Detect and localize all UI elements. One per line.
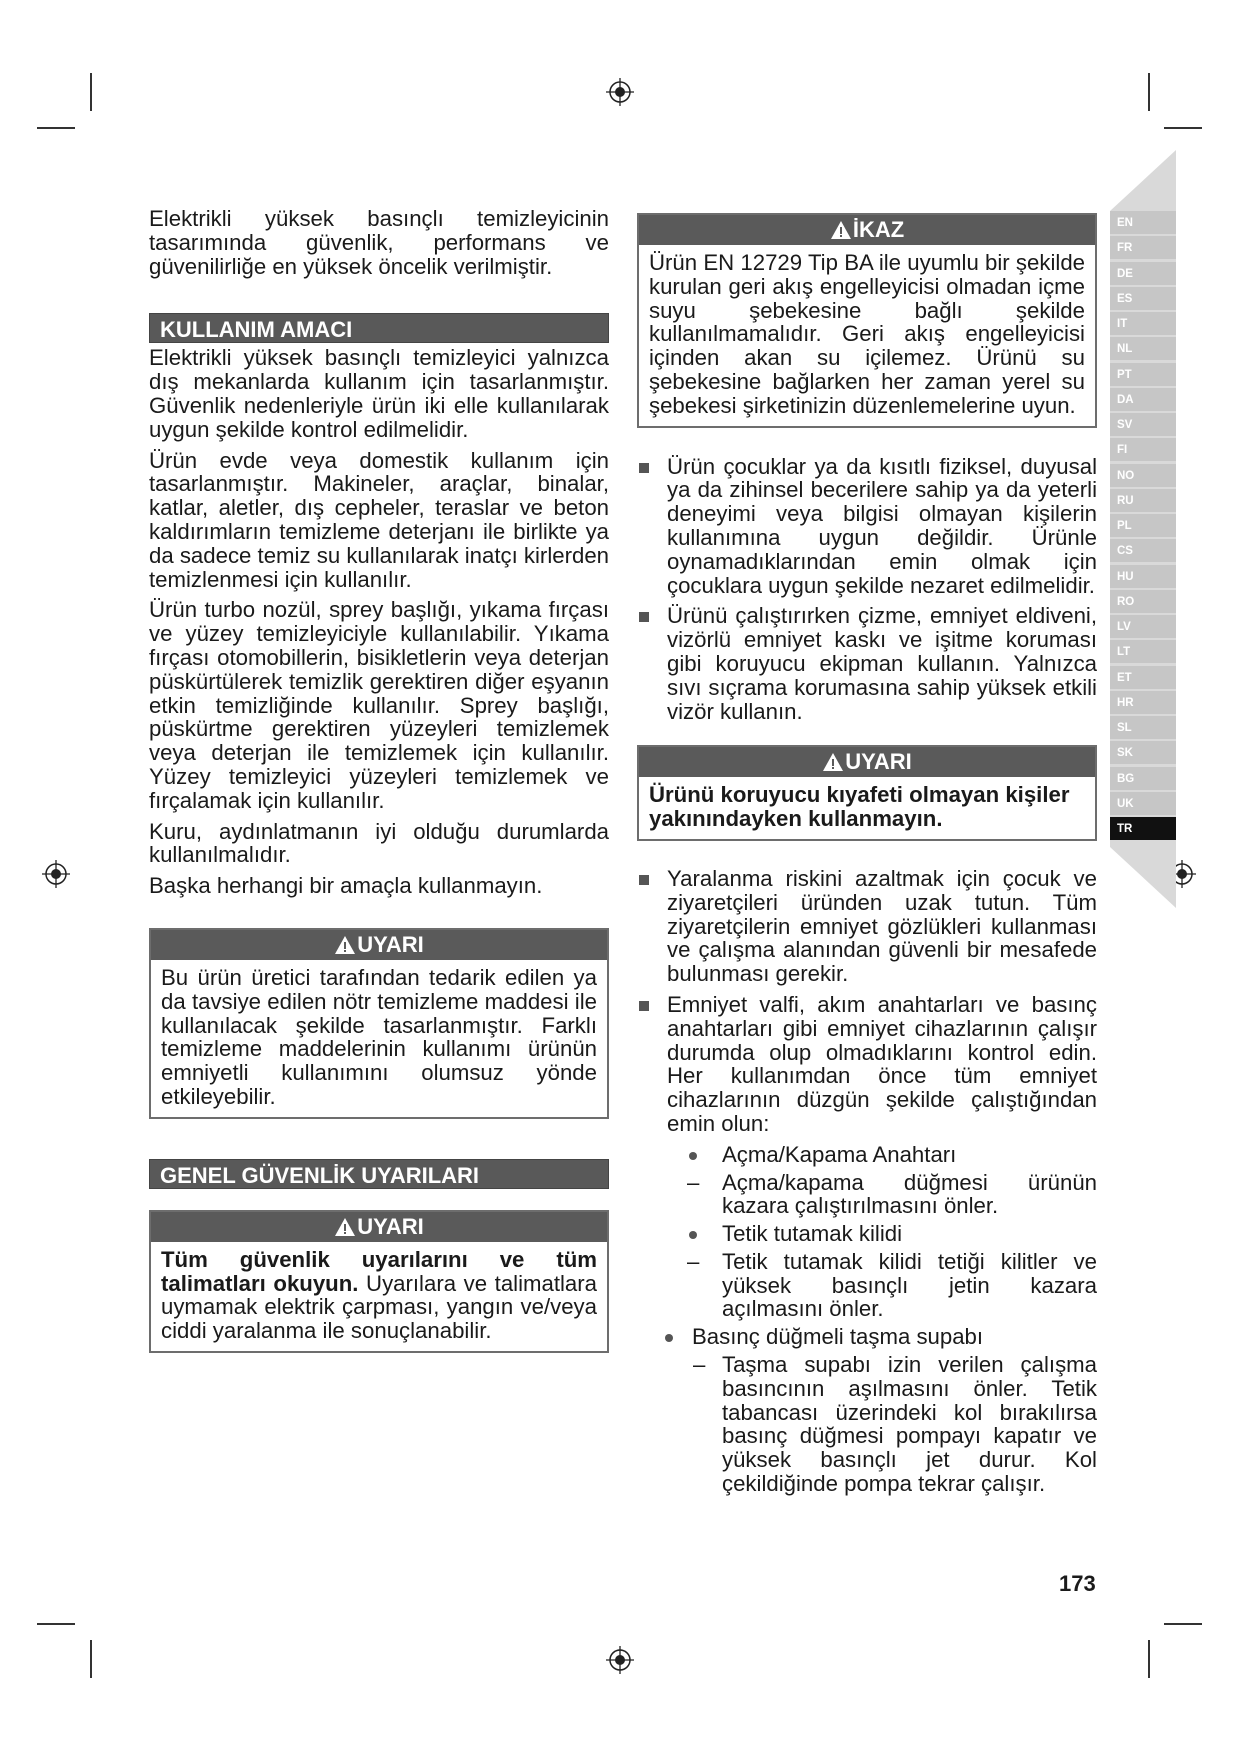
list-item: [637, 993, 1097, 1136]
list-item-text: Yaralanma riskini azaltmak için çocuk ve ziyaretçileri üründen uzak tutun. Tüm ziyaretçilerin emniyet gözlükleri kullanması ve çalışma alanından güvenli bir mesafede bulunması gerekir.: [667, 865, 1097, 987]
language-tab-bg: BG: [1110, 767, 1176, 790]
crop-mark: [90, 1640, 92, 1678]
warning-body: Ürünü koruyucu kıyafeti olmayan kişiler yakınındayken kullanmayın.: [649, 782, 1070, 832]
square-bullet-icon: [639, 463, 649, 473]
warning-title: UYARI: [845, 749, 912, 775]
sub-list-description: [637, 1353, 1097, 1496]
language-tab-lv: LV: [1110, 615, 1176, 638]
dash-bullet: –: [687, 1169, 700, 1195]
round-bullet-icon: [689, 1231, 697, 1239]
intro-paragraph: Elektrikli yüksek basınçlı temizleyicinin tasarımında güvenlik, performans ve güvenilirliğe en yüksek öncelik verilmiştir.: [149, 206, 609, 279]
crop-mark: [90, 73, 92, 111]
square-bullet-icon: [639, 1001, 649, 1011]
paragraph: Ürün evde veya domestik kullanım için tasarlanmıştır. Makineler, araçlar, binalar, katlar, aletler, dış cepheler, teraslar ve beton kaldırımların temizleme deterjanı ile birlikte ya da sadece temiz su kullanılarak inatçı kirlerden temizlenmesi için kullanılır.: [149, 447, 610, 592]
warning-bold-text: Tüm güvenlik uyarılarını ve tüm talimatları okuyun.: [161, 1246, 597, 1296]
warning-box: [637, 745, 1097, 841]
list-item: [637, 867, 1097, 986]
language-tab-de: DE: [1110, 262, 1176, 285]
warning-text: Uyarılara ve talimatlara uymamak elektrik çarpması, yangın ve/veya ciddi yaralanma ile sonuçlanabilir.: [161, 1270, 598, 1344]
list-item-text: Ürün çocuklar ya da kısıtlı fiziksel, duyusal ya da zihinsel becerilere sahip ya da yeterli deneyimi veya bilgisi olmayan kişilerin kullanımına uygun değildir. Ürünle oynamadıklarından emin olmak için çocuklara uygun şekilde nezaret edilmelidir.: [667, 453, 1097, 598]
language-tabs: [1110, 211, 1176, 842]
warning-box: [149, 1210, 609, 1353]
left-column: [149, 207, 609, 1353]
language-tab-nl: NL: [1110, 337, 1176, 360]
warning-triangle-icon: [334, 1217, 356, 1237]
section-heading-general-safety: GENEL GÜVENLİK UYARILARI: [149, 1159, 609, 1189]
paragraph: Elektrikli yüksek basınçlı temizleyici yalnızca dış mekanlarda kullanım için tasarlanmıştır. Güvenlik nedenleriyle ürün iki elle kullanılarak uygun şekilde kontrol edilmelidir.: [149, 345, 609, 442]
crop-mark: [1164, 127, 1202, 129]
warning-box-header: [639, 747, 1095, 777]
warning-triangle-icon: [334, 935, 356, 955]
warning-box-header: [151, 1212, 607, 1242]
sub-item-title: Tetik tutamak kilidi: [722, 1221, 903, 1247]
warning-box-header: [151, 930, 607, 960]
sub-item-text: Açma/kapama düğmesi ürünün kazara çalıştırılmasını önler.: [722, 1169, 1097, 1219]
sub-item-title: Basınç düğmeli taşma supabı: [692, 1324, 984, 1350]
sub-item-text: Taşma supabı izin verilen çalışma basıncının aşılmasını önler. Tetik tabancası üzerindeki kol bırakılırsa basınç düğmesi pompayı kapatır ve yüksek basınçlı jet durur. Kol çekildiğinde pompa tekrar çalışır.: [722, 1352, 1097, 1497]
crop-mark: [1148, 73, 1150, 111]
caution-box: [637, 213, 1097, 428]
warning-triangle-icon: [822, 752, 844, 772]
paragraph: Ürün turbo nozül, sprey başlığı, yıkama fırçası ve yüzey temizleyiciyle kullanılabilir. Yıkama fırçası otomobillerin, bisikletlerin veya deterjan püskürtülerek temizlik gerektiren diğer eşyanın etkin temizliğinde kullanılır. Sprey başlığı, püskürtme gerektiren yüzeyleri temizlemek veya deterjan ile temizlemek için kullanılır. Yüzey temizleyici yüzeyleri temizlemek ve fırçalamak için kullanılır.: [149, 597, 609, 813]
registration-mark-icon: [42, 860, 70, 888]
page-number: 173: [1059, 1571, 1096, 1596]
language-tab-no: NO: [1110, 464, 1176, 487]
language-tab-hr: HR: [1110, 691, 1176, 714]
sub-item-text: Tetik tutamak kilidi tetiği kilitler ve yüksek basınçlı jetin kazara açılmasını önler.: [722, 1248, 1097, 1322]
language-tab-pl: PL: [1110, 514, 1176, 537]
language-tab-tr: TR: [1110, 817, 1176, 840]
language-tab-en: EN: [1110, 211, 1176, 234]
dash-bullet: –: [693, 1352, 706, 1378]
list-item-text: Emniyet valfi, akım anahtarları ve basınç anahtarları gibi emniyet cihazlarının çalışır durumda olup olmadıklarını kontrol edin. Her kullanımdan önce tüm emniyet cihazlarının düzgün şekilde çalıştığından emin olun:: [667, 991, 1097, 1136]
sub-list-description: [637, 1171, 1097, 1219]
crop-mark: [37, 1623, 75, 1625]
list-item: [637, 455, 1097, 598]
square-bullet-icon: [639, 875, 649, 885]
language-tab-sk: SK: [1110, 741, 1176, 764]
crop-mark: [1164, 1623, 1202, 1625]
warning-title: UYARI: [357, 1213, 424, 1239]
language-tab-uk: UK: [1110, 792, 1176, 815]
language-tab-cs: CS: [1110, 539, 1176, 562]
caution-body: Ürün EN 12729 Tip BA ile uyumlu bir şekilde kurulan geri akış engelleyicisi olmadan içme suyu şebekesine bağlı şekilde kullanılmamalıdır. Geri akış engelleyicisi içinden akan su içilemez. Ürünü su şebekesine bağlarken her zaman yerel su şebekesi şirketinizin düzenlemelerine uyun.: [649, 250, 1085, 418]
language-tab-et: ET: [1110, 666, 1176, 689]
language-tab-pt: PT: [1110, 363, 1176, 386]
sub-item-title: Açma/Kapama Anahtarı: [722, 1141, 957, 1167]
language-tab-sl: SL: [1110, 716, 1176, 739]
warning-body: Bu ürün üretici tarafından tedarik edilen ya da tavsiye edilen nötr temizleme maddesi ile kullanılacak şekilde tasarlanmıştır. Farklı temizleme maddelerinin kullanımı ürünün emniyetli kullanımını olumsuz yönde etkileyebilir.: [161, 964, 597, 1109]
warning-triangle-icon: [830, 220, 852, 240]
language-tab-es: ES: [1110, 287, 1176, 310]
crop-mark: [37, 127, 75, 129]
language-tab-ru: RU: [1110, 489, 1176, 512]
square-bullet-icon: [639, 612, 649, 622]
warning-box: [149, 928, 609, 1119]
warning-title: UYARI: [357, 931, 424, 957]
paragraph: Kuru, aydınlatmanın iyi olduğu durumlarda kullanılmalıdır.: [149, 818, 609, 868]
round-bullet-icon: [665, 1334, 673, 1342]
sub-list-description: [637, 1250, 1097, 1321]
caution-box-header: [639, 215, 1095, 245]
right-column: [637, 213, 1097, 1500]
language-tab-hu: HU: [1110, 565, 1176, 588]
registration-mark-icon: [606, 78, 634, 106]
language-tab-lt: LT: [1110, 640, 1176, 663]
list-item-text: Ürünü çalıştırırken çizme, emniyet eldiveni, vizörlü emniyet kaskı ve işitme koruması gibi koruyucu ekipman kullanın. Yalnızca sıvı sıçrama korumasına sahip yüksek etkili vizör kullanın.: [667, 603, 1097, 724]
caution-title: İKAZ: [852, 217, 905, 242]
registration-mark-icon: [606, 1646, 634, 1674]
paragraph: Başka herhangi bir amaçla kullanmayın.: [149, 873, 543, 899]
sub-list-item: [637, 1143, 1097, 1167]
crop-mark: [1148, 1640, 1150, 1678]
dash-bullet: –: [687, 1248, 700, 1274]
sub-list-item: [637, 1325, 1097, 1349]
sub-list-item: [637, 1222, 1097, 1246]
language-tab-fr: FR: [1110, 236, 1176, 259]
language-tab-fi: FI: [1110, 438, 1176, 461]
section-heading-intended-use: KULLANIM AMACI: [149, 313, 609, 343]
round-bullet-icon: [689, 1152, 697, 1160]
warning-body: [151, 1242, 607, 1351]
language-tab-sv: SV: [1110, 413, 1176, 436]
language-tab-ro: RO: [1110, 590, 1176, 613]
language-tab-da: DA: [1110, 388, 1176, 411]
language-tab-it: IT: [1110, 312, 1176, 335]
list-item: [637, 604, 1097, 723]
